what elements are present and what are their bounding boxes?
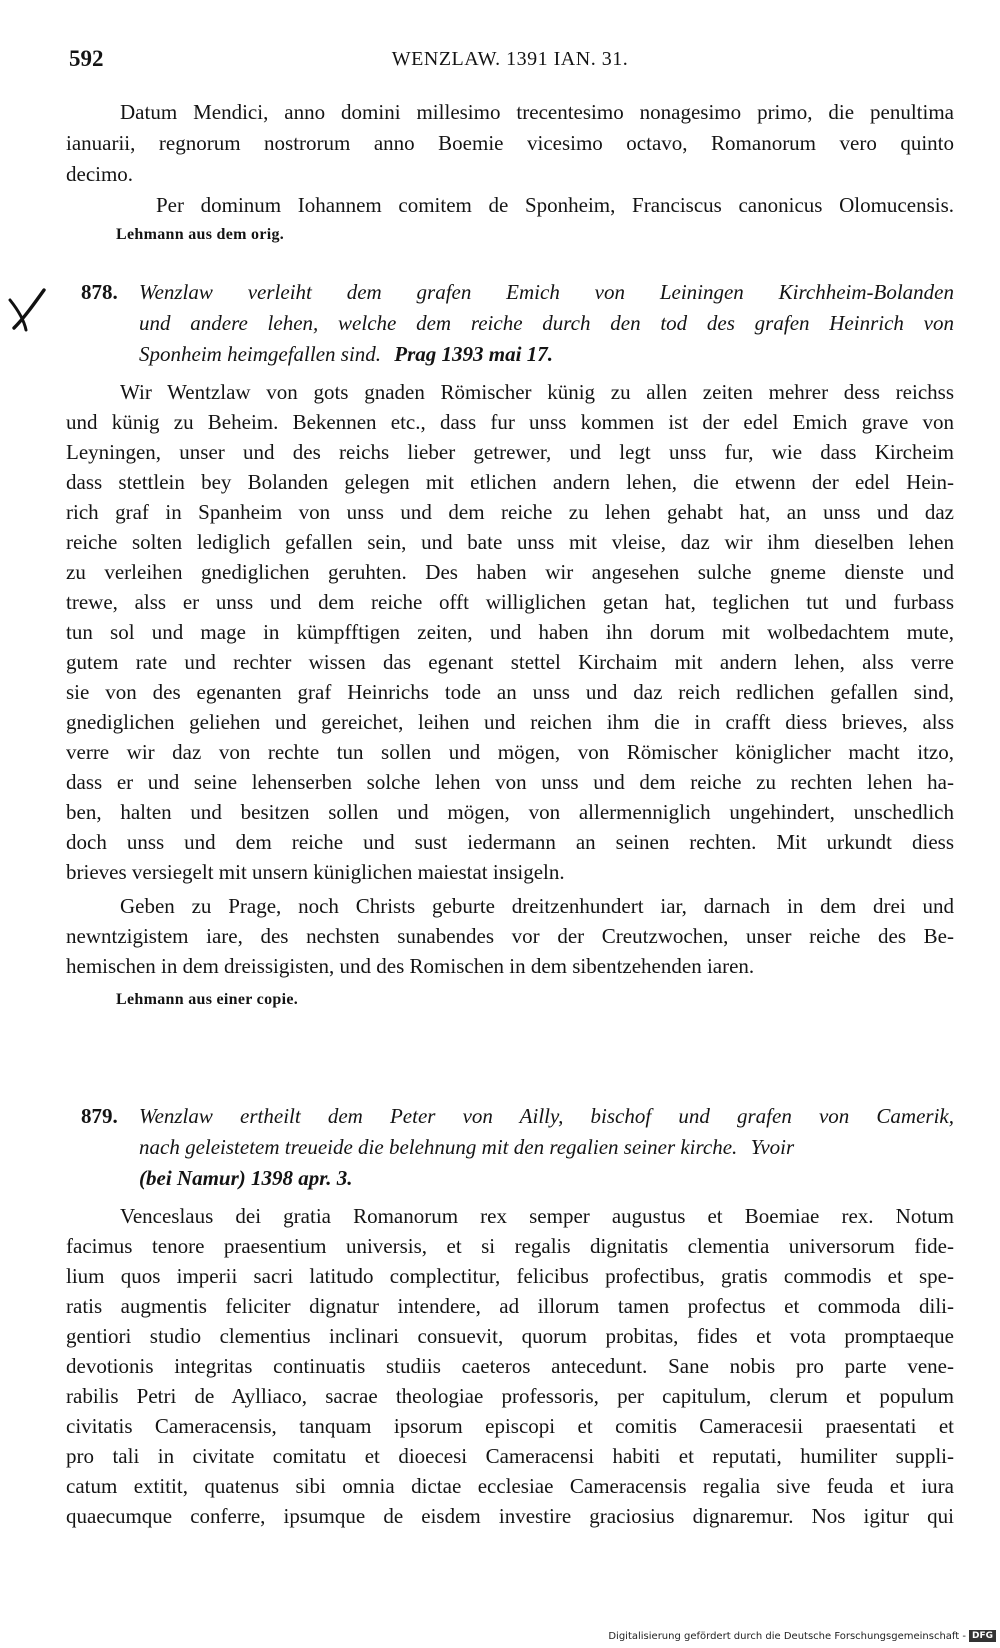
dfg-logo: DFG [969,1630,996,1642]
digitization-footer [608,1630,996,1642]
regest-line-text: nach geleistetem treueide die belehnung mit den regalien seiner kirche. [139,1135,738,1159]
text-line: reiche solten lediglich gefallen sein, und bate unss mit vleise, daz wir ihm dieselben lehen [66,530,954,554]
text-line: ianuarii, regnorum nostrorum anno Boemie vicesimo octavo, Romanorum vero quinto [66,131,954,155]
entry-number: 879. [81,1104,118,1128]
text-line: civitatis Cameracensis, tanquam ipsorum episcopi et comitis Cameracesii praesentati et [66,1414,954,1438]
text-line: ben, halten und besitzen sollen und mögen, von allermenniglich ungehindert, unschedlich [66,800,954,824]
text-line: gentiori studio clementius inclinari consuevit, quorum probitas, fides et vota promptaeque [66,1324,954,1348]
signature-line: Per dominum Iohannem comitem de Sponheim, Franciscus canonicus Olomucensis. [156,193,954,217]
text-line: devotionis integritas continuatis studiis caeteros antecedunt. Sane nobis pro parte vene- [66,1354,954,1378]
pencil-cross-mark-icon [4,286,52,334]
page-header [66,46,954,76]
entry-number: 878. [81,280,118,304]
text-line: facimus tenore praesentium universis, et si regalis dignitatis clementia universorum fide- [66,1234,954,1258]
text-line: gutem rate und rechter wissen das egenant stettel Kirchaim mit andern lehen, alss verre [66,650,954,674]
text-line: zu verleihen gnediglichen geruhten. Des haben wir angesehen sulche gneme dienste und [66,560,954,584]
page-number: 592 [69,46,104,71]
text-line: rich graf in Spanheim von unss und dem reiche zu lehen gehabt hat, an unss und daz [66,500,954,524]
text-line: gnediglichen geliehen und gereichet, leihen und reichen ihm die in crafft diess brieves, alss [66,710,954,734]
source-note: Lehmann aus dem orig. [116,226,285,243]
text-line: und künig zu Beheim. Bekennen etc., dass fur unss kommen ist der edel Emich grave von [66,410,954,434]
footer-text: Digitalisierung gefördert durch die Deutsche Forschungsgemeinschaft - [608,1630,966,1642]
text-line: dass stettlein bey Bolanden gelegen mit etlichen andern lehen, die etwenn der edel Hein- [66,470,954,494]
text-line: Geben zu Prage, noch Christs geburte dreitzenhundert iar, darnach in dem drei und [120,894,954,918]
regest-date: (bei Namur) 1398 apr. 3. [139,1166,353,1190]
text-line: ratis augmentis feliciter dignatur intendere, ad illorum tamen profectus et commoda dili- [66,1294,954,1318]
text-line: quaecumque conferre, ipsumque de eisdem investire graciosius dignaremur. Nos igitur qui [66,1504,954,1528]
regest-line [139,338,954,370]
regest-place: Yvoir [750,1135,795,1159]
regest-line: Wenzlaw verleiht dem grafen Emich von Leiningen Kirchheim-Bolanden [139,280,954,304]
text-line: hemischen in dem dreissigisten, und des Romischen in dem sibentzehenden iaren. [66,954,755,978]
text-line: dass er und seine lehenserben solche lehen von unss und dem reiche zu rechten lehen ha- [66,770,954,794]
running-title: WENZLAW. 1391 IAN. 31. [391,48,629,70]
text-line: sie von des egenanten graf Heinrichs tode an unss und daz reich redlichen gefallen sind, [66,680,954,704]
regest-line [139,1162,954,1194]
regest-date: Prag 1393 mai 17. [394,342,553,366]
regest-line: und andere lehen, welche dem reiche durch den tod des grafen Heinrich von [139,311,954,335]
text-line: doch unss und dem reiche und sust iedermann an seinen rechten. Mit urkundt diess [66,830,954,854]
text-line: rabilis Petri de Aylliaco, sacrae theologiae professoris, per capitulum, clerum et populum [66,1384,954,1408]
text-line: pro tali in civitate comitatu et dioecesi Cameracensi habiti et reputati, humiliter suppli- [66,1444,954,1468]
text-line: trewe, alss er unss und dem reiche offt williglichen getan hat, teglichen tut und furbass [66,590,954,614]
regest-line: Wenzlaw ertheilt dem Peter von Ailly, bischof und grafen von Camerik, [139,1104,954,1128]
text-line: lium quos imperii sacri latitudo complectitur, felicibus profectibus, gratis commodis et spe- [66,1264,954,1288]
text-line: Venceslaus dei gratia Romanorum rex semper augustus et Boemiae rex. Notum [120,1204,954,1228]
text-line: decimo. [66,162,134,186]
source-note: Lehmann aus einer copie. [116,991,299,1008]
text-line: brieves versiegelt mit unsern küniglichen maiestat insigeln. [66,860,565,884]
text-line: tun sol und mage in kümpfftigen zeiten, und haben ihn dorum mit wolbedachtem mute, [66,620,954,644]
regest-line [139,1131,954,1163]
text-line: verre wir daz von rechte tun sollen und mögen, von Römischer königlicher macht itzo, [66,740,954,764]
text-line: Datum Mendici, anno domini millesimo trecentesimo nonagesimo primo, die penultima [120,100,954,124]
text-line: Leyningen, unser und des reichs lieber getrewer, und legt unss fur, wie dass Kircheim [66,440,954,464]
text-line: catum extitit, quatenus sibi omnia dictae ecclesiae Cameracensis regalia sive feuda et iura [66,1474,954,1498]
regest-line-text: Sponheim heimgefallen sind. [139,342,382,366]
text-line: newntzigistem iare, des nechsten sunabendes vor der Creutzwochen, unser reiche des Be- [66,924,954,948]
text-line: Wir Wentzlaw von gots gnaden Römischer künig zu allen zeiten mehrer dess reichss [120,380,954,404]
